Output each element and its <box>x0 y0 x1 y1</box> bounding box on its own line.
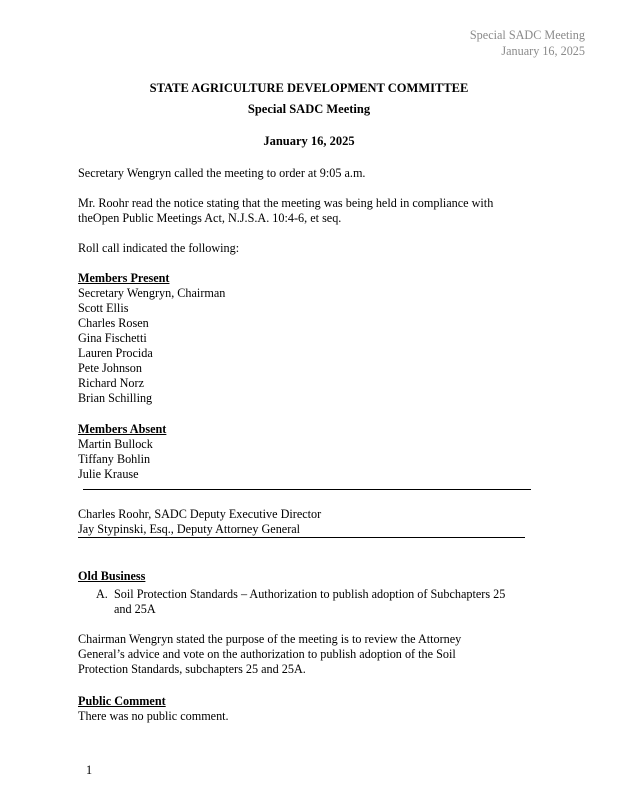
members-present-heading: Members Present <box>78 271 170 285</box>
notice-line: theOpen Public Meetings Act, N.J.S.A. 10:4-6, et seq. <box>78 211 342 225</box>
member-name: Scott Ellis <box>78 301 129 315</box>
discussion-line: Protection Standards, subchapters 25 and 25A. <box>78 662 306 676</box>
header-meeting-name: Special SADC Meeting <box>469 28 585 42</box>
members-absent-heading: Members Absent <box>78 422 167 436</box>
old-business-heading: Old Business <box>78 569 146 583</box>
member-name: Charles Rosen <box>78 316 149 330</box>
item-line: Soil Protection Standards – Authorization to publish adoption of Subchapters 25 <box>114 587 506 601</box>
discussion-line: General’s advice and vote on the authorization to publish adoption of the Soil <box>78 647 456 661</box>
staff-underline <box>78 537 525 538</box>
staff-name: Charles Roohr, SADC Deputy Executive Director <box>78 507 322 521</box>
member-name: Richard Norz <box>78 376 144 390</box>
public-comment-heading: Public Comment <box>78 694 166 708</box>
member-name: Secretary Wengryn, Chairman <box>78 286 226 300</box>
discussion-paragraph <box>78 632 548 677</box>
public-comment-text: There was no public comment. <box>78 709 229 723</box>
staff-name: Jay Stypinski, Esq., Deputy Attorney General <box>78 522 301 536</box>
committee-title: STATE AGRICULTURE DEVELOPMENT COMMITTEE <box>149 81 469 95</box>
item-marker: A. <box>96 587 108 601</box>
member-name: Pete Johnson <box>78 361 142 375</box>
header-date: January 16, 2025 <box>501 43 585 58</box>
member-name: Lauren Procida <box>78 346 153 360</box>
absent-member-name: Martin Bullock <box>78 437 153 451</box>
staff-section <box>78 507 548 537</box>
page-number: 1 <box>86 763 93 777</box>
public-comment-section <box>78 694 548 724</box>
discussion-line: Chairman Wengryn stated the purpose of the meeting is to review the Attorney <box>78 632 462 646</box>
roll-call-paragraph: Roll call indicated the following: <box>78 241 240 255</box>
meeting-date: January 16, 2025 <box>263 134 355 148</box>
member-name: Gina Fischetti <box>78 331 147 345</box>
member-name: Brian Schilling <box>78 391 153 405</box>
absent-member-name: Tiffany Bohlin <box>78 452 151 466</box>
item-line: and 25A <box>114 602 156 616</box>
meeting-title: Special SADC Meeting <box>247 102 371 116</box>
notice-paragraph <box>78 196 548 226</box>
call-to-order-paragraph: Secretary Wengryn called the meeting to order at 9:05 a.m. <box>78 166 366 180</box>
running-header <box>470 28 585 59</box>
notice-line: Mr. Roohr read the notice stating that the meeting was being held in compliance with <box>78 196 494 210</box>
section-divider <box>83 489 531 490</box>
members-present-section <box>78 271 548 406</box>
members-absent-section <box>78 422 548 482</box>
item-text <box>114 587 544 617</box>
absent-member-name: Julie Krause <box>78 467 139 481</box>
